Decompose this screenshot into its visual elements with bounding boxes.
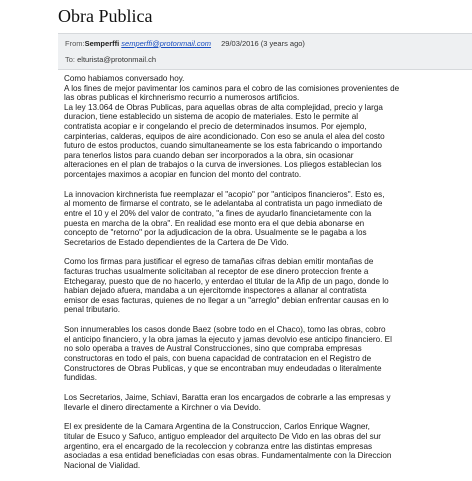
- email-header: [58, 33, 472, 70]
- body-line: llevarle el dinero directamente a Kirchner o via Devido.: [64, 402, 261, 412]
- body-line: La innovacion kirchnerista fue reemplazar el "acopio" por "anticipos financieros". Esto es,: [64, 189, 385, 199]
- body-line: duracion, tiene establecido un sistema de acopio de materiales. Esto le permite al: [64, 112, 359, 122]
- body-line: fundidas.: [64, 373, 97, 383]
- sender-name: Semperffi: [84, 39, 120, 48]
- body-line: al momento de firmarse el contrato, se le adelantaba al contratista un pago inmediato de: [64, 199, 383, 209]
- body-line: penal tributario.: [64, 305, 121, 315]
- body-line: no solo operaba a traves de Austral Construcciones, sino que compraba empresas: [64, 344, 362, 354]
- body-line: argentino, era el encargado de la recoleccion y cobranza entre las distintas empresas: [64, 441, 373, 451]
- body-line: entre el 10 y el 20% del valor de contrato, "a fines de ayudarlo financietamente con la: [64, 208, 372, 218]
- body-paragraph: [64, 393, 468, 412]
- body-line: El ex presidente de la Camara Argentina de la Construccion, Carlos Enrique Wagner,: [64, 422, 370, 432]
- body-line: carpinterias, calderas, equipos de aire acondicionado. Con eso se anula el alea del costo: [64, 131, 385, 141]
- body-line: Son innumerables los casos donde Baez (sobre todo en el Chaco), tomo las obras, cobro: [64, 325, 386, 335]
- from-label: From:: [65, 39, 85, 48]
- body-line: el anticipo financiero, y la obra jamas la ejecuto y jamas devolvio ese anticipo financiero. El: [64, 334, 392, 344]
- recipient-address: elturista@protonmail.ch: [77, 55, 157, 64]
- email-date: 29/03/2016 (3 years ago): [221, 39, 305, 48]
- body-paragraph: [64, 422, 468, 470]
- body-line: porcentajes maximos a acopiar en funcion del monto del contrato.: [64, 169, 302, 179]
- body-line: Constructores de Obras Publicas, y que se encontraban muy endeudadas o literalmente: [64, 363, 382, 373]
- body-line: contratista acopiar e ir congelando el precio de determinados insumos. Por ejemplo,: [64, 121, 367, 131]
- body-line: emisor de esas facturas, quienes de no llegar a un "arreglo" debian enfrentar causas en lo: [64, 295, 389, 305]
- body-line: puesta en marcha de la obra". En realidad ese monto era el que debia abonarse en: [64, 218, 365, 228]
- email-body: [64, 74, 468, 481]
- body-line: alteraciones en el plan de trabajos o la curva de inversiones. Los pliegos establecian los: [64, 160, 382, 170]
- body-paragraph: [64, 190, 468, 248]
- body-line: facturas truchas usualmente solicitaban al receptor de ese dinero proteccion frente a: [64, 267, 369, 277]
- body-line: Como los firmas para justificar el egreso de tamañas cifras debian emitir montañas de: [64, 257, 374, 267]
- body-line: habian dejado afuera, mandaba a un ejercitomde inspectores a allanar al contratista: [64, 286, 367, 296]
- body-paragraph: [64, 74, 468, 180]
- email-subject: Obra Publica: [58, 6, 153, 26]
- body-line: Etchegaray, puesto que de no hacerlo, y enterdao el titular de la Afip de un pago, donde lo: [64, 276, 389, 286]
- body-line: Nacional de Vialidad.: [64, 460, 141, 470]
- body-line: futuro de estos productos, cuando simultaneamente se los esta fabricando o importando: [64, 141, 382, 151]
- from-line: [65, 39, 305, 48]
- body-line: las obras publicas el kirchnerismo recurrio a numerosos artificios.: [64, 93, 300, 103]
- body-line: Secretarios de Estado dependientes de la Cartera de De Vido.: [64, 237, 289, 247]
- body-line: A los fines de mejor pavimentar los caminos para el cobro de las comisiones provenientes de: [64, 83, 400, 93]
- sender-email-link[interactable]: semperffi@protonmail.com: [121, 39, 212, 48]
- to-label: To:: [65, 55, 76, 64]
- body-line: concepto de "retorno" por la adjudicacion de la obra. Usualmente se le pagaba a los: [64, 228, 367, 238]
- body-line: Como habiamos conversado hoy.: [64, 74, 185, 83]
- body-line: para tenerlos listos para cuando deban ser incorporados a la obra, sin ocasionar: [64, 150, 354, 160]
- body-paragraph: [64, 325, 468, 383]
- body-line: Los Secretarios, Jaime, Schiavi, Baratta eran los encargados de cobrarle a las empresas y: [64, 392, 391, 402]
- body-line: titular de Esuco y Safuco, antiguo empleador del arquitecto De Vido en las obras del sur: [64, 431, 381, 441]
- body-paragraph: [64, 257, 468, 315]
- to-line: [65, 55, 156, 64]
- body-line: La ley 13.064 de Obras Publicas, para aquellas obras de alta complejidad, precio y larga: [64, 102, 383, 112]
- body-line: constructoras en todo el pais, con buena capacidad de contratacion en el Registro de: [64, 354, 372, 363]
- body-line: asociadas a esa entidad beneficiadas con esas obras. Fundamentalmente con la Direccion: [64, 451, 392, 461]
